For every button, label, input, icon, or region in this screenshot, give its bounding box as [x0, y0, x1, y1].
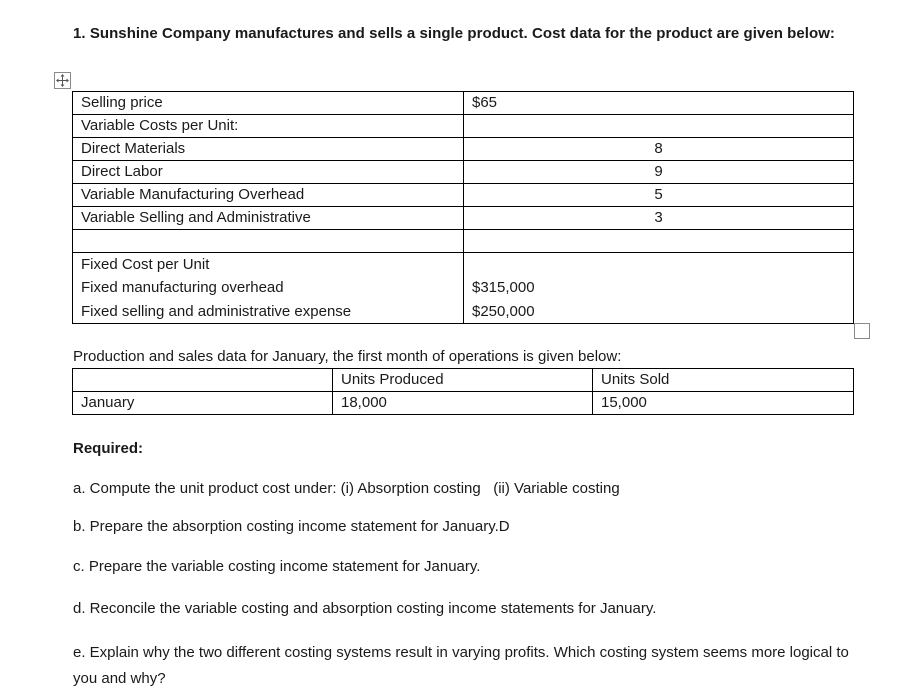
question-heading: 1. Sunshine Company manufactures and sells a single product. Cost data for the product are given below: [73, 25, 835, 42]
table-row [73, 207, 854, 230]
fixed-mfg-overhead-value: $315,000 [472, 279, 535, 297]
empty-line [472, 253, 845, 276]
fixed-costs-label-cell [73, 253, 464, 324]
direct-materials-label: Direct Materials [73, 138, 464, 161]
move-arrows-icon [55, 73, 70, 88]
table-resize-handle[interactable] [854, 323, 870, 339]
table-row [73, 92, 854, 115]
table-row [73, 115, 854, 138]
fixed-cost-header: Fixed Cost per Unit [81, 256, 210, 273]
empty-cell [464, 230, 854, 253]
selling-price-label: Selling price [73, 92, 464, 115]
required-item-c: c. Prepare the variable costing income statement for January. [73, 558, 481, 575]
table-row [73, 184, 854, 207]
fixed-mfg-overhead-label: Fixed manufacturing overhead [81, 279, 284, 297]
empty-cell [464, 115, 854, 138]
header-units-sold: Units Sold [593, 369, 854, 392]
units-sold-cell: 15,000 [593, 392, 854, 415]
variable-selling-admin-label: Variable Selling and Administrative [73, 207, 464, 230]
direct-labor-label: Direct Labor [73, 161, 464, 184]
required-item-a: a. Compute the unit product cost under: (i) Absorption costing (ii) Variable costing [73, 480, 620, 497]
variable-costs-header: Variable Costs per Unit: [73, 115, 464, 138]
fixed-selling-admin-value: $250,000 [472, 302, 535, 320]
table-header-row [73, 369, 854, 392]
direct-materials-value: 8 [464, 138, 854, 161]
required-item-b: b. Prepare the absorption costing income statement for January.D [73, 518, 510, 535]
fixed-costs-value-cell [464, 253, 854, 324]
header-units-produced: Units Produced [333, 369, 593, 392]
required-label: Required: [73, 440, 144, 457]
table-row [73, 253, 854, 324]
variable-mfg-overhead-value: 5 [464, 184, 854, 207]
table-row [73, 392, 854, 415]
table-row [73, 138, 854, 161]
required-item-e: e. Explain why the two different costing systems result in varying profits. Which costing system seems more logical to you and why? [73, 644, 849, 687]
production-intro: Production and sales data for January, the first month of operations is given below: [73, 348, 622, 365]
required-item-d: d. Reconcile the variable costing and absorption costing income statements for January. [73, 600, 657, 617]
variable-mfg-overhead-label: Variable Manufacturing Overhead [73, 184, 464, 207]
header-empty [73, 369, 333, 392]
table-row [73, 161, 854, 184]
variable-selling-admin-value: 3 [464, 207, 854, 230]
direct-labor-value: 9 [464, 161, 854, 184]
month-cell: January [73, 392, 333, 415]
empty-cell [73, 230, 464, 253]
fixed-selling-admin-label: Fixed selling and administrative expense [81, 302, 352, 320]
table-move-handle[interactable] [54, 72, 71, 89]
table-row [73, 230, 854, 253]
production-table [72, 368, 854, 415]
cost-data-table [72, 91, 854, 324]
selling-price-value: $65 [464, 92, 854, 115]
units-produced-cell: 18,000 [333, 392, 593, 415]
